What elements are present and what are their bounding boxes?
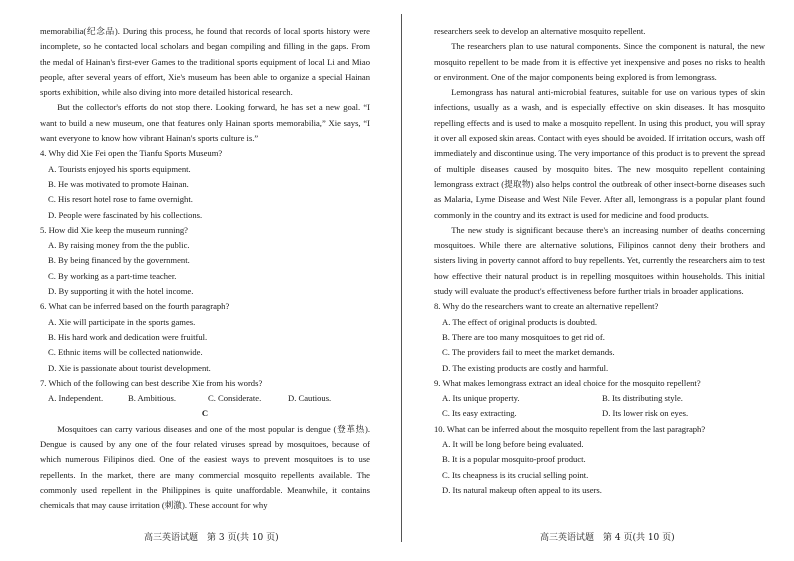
option: B. His hard work and dedication were fruitful. [48, 331, 208, 342]
option: A. The effect of original products is doubted. [442, 316, 598, 327]
option: B. By being financed by the government. [48, 255, 190, 266]
column-divider [401, 14, 402, 542]
option: A. By raising money from the the public. [48, 240, 190, 251]
option: A. It will be long before being evaluated. [442, 439, 584, 450]
question-10: 10. What can be inferred about the mosquito repellent from the last paragraph? [434, 423, 706, 434]
passage-paragraph: memorabilia(纪念品). During this process, he found that records of local sports history were incomplete, so he contacted local scholars and began compiling and filling in the gaps. From the medal of Hainan's first-ever Games to the traditional sports equipment of local Li and Miao people, after several years of effort, Xie's museum has been able to organize a special Hainan sports exhibition, while also diving into more detailed historical research. [40, 26, 370, 98]
option: D. By supporting it with the hotel income. [48, 286, 194, 297]
passage-paragraph: Mosquitoes can carry various diseases and one of the most popular is dengue (登革热). Dengue is caused by any one of the four related viruses spread by mosquitoes, because of which numerous Filipinos died. One of the easiest ways to prevent mosquitoes is to use repellents. In the market, there are many commercial mosquito repellents available. The commonly used repellent in the Philippines is quite unaffordable. Meanwhile, it contains chemicals that may cause irritation (刺激). These account for why [40, 423, 370, 511]
section-heading: C [201, 408, 209, 419]
passage-paragraph: But the collector's efforts do not stop there. Looking forward, he has set a new goal. “I want to build a new museum, one that features only Hainan sports memorabilia,” Xie says, “I want everyone to know how vibrant Hainan's sports culture is.” [40, 102, 370, 144]
option: A. Independent. [48, 393, 104, 404]
page-footer-left: 高三英语试题 第 3 页(共 10 页) [144, 533, 279, 543]
question-4: 4. Why did Xie Fei open the Tianfu Sports Museum? [40, 148, 223, 159]
option: D. The existing products are costly and harmful. [442, 362, 609, 373]
question-9: 9. What makes lemongrass extract an ideal choice for the mosquito repellent? [434, 377, 701, 388]
page-footer-right: 高三英语试题 第 4 页(共 10 页) [540, 533, 675, 543]
option: D. Its natural makeup often appeal to its users. [442, 484, 602, 495]
option: C. Its easy extracting. [442, 408, 517, 419]
option: C. The providers fail to meet the market demands. [442, 347, 615, 358]
right-column [434, 24, 765, 498]
option: C. Ethnic items will be collected nationwide. [48, 347, 203, 358]
option: C. By working as a part-time teacher. [48, 270, 177, 281]
option: A. Its unique property. [442, 393, 520, 404]
question-5: 5. How did Xie keep the museum running? [40, 224, 188, 235]
option: D. Cautious. [288, 393, 332, 404]
option-row [442, 406, 765, 421]
passage-paragraph: The researchers plan to use natural components. Since the component is natural, the new mosquito repellent to be made from it is effective yet inexpensive and poses no risks to health or environment. One of the major components being explored is from lemongrass. [434, 41, 765, 82]
passage-paragraph: Lemongrass has natural anti-microbial features, suitable for use on various types of skin infections, usually as a wash, and is especially effective on skin diseases. It has mosquito repelling effects and is used to make a mosquito repellent. In using this product, you will spray it over all exposed skin areas. Contact with eyes should be avoided. If irritation occurs, wash off immediately and discontinue using. The very importance of this product is to prevent the spread of multiple diseases caused by mosquito bites. The new mosquito repellent containing lemongrass extract (提取物) also helps control the outbreak of other insect-borne diseases such as Malaria, Lyme Disease and West Nile Fever. After all, lemongrass is a popular plant found commonly in the country and its extract is used for medicine and food products. [434, 87, 765, 220]
option: B. He was motivated to promote Hainan. [48, 178, 189, 189]
option: A. Xie will participate in the sports games. [48, 316, 196, 327]
option: A. Tourists enjoyed his sports equipment. [48, 163, 191, 174]
option: C. Considerate. [208, 393, 262, 404]
option: D. People were fascinated by his collections. [48, 209, 203, 220]
question-6: 6. What can be inferred based on the fourth paragraph? [40, 301, 230, 312]
option: C. Its cheapness is its crucial selling point. [442, 469, 589, 480]
option: B. It is a popular mosquito-proof product. [442, 454, 586, 465]
option: B. There are too many mosquitoes to get rid of. [442, 331, 605, 342]
passage-paragraph: researchers seek to develop an alternative mosquito repellent. [434, 26, 646, 36]
option: C. His resort hotel rose to fame overnight. [48, 194, 193, 205]
option: D. Xie is passionate about tourist development. [48, 362, 211, 373]
passage-paragraph: The new study is significant because there's an increasing number of deaths concerning mosquitoes. While there are alternative solutions, Filipinos cannot deny their brothers and sisters living in poverty cannot afford to buy repellents. Yet, currently the researchers aim to test how effective their natural product is in repelling mosquitoes within households. This initial study will evaluate the product's effectiveness before further trials in broader applications. [434, 224, 765, 297]
option: B. Ambitious. [128, 393, 176, 404]
question-7: 7. Which of the following can best describe Xie from his words? [40, 377, 263, 388]
question-8: 8. Why do the researchers want to create an alternative repellent? [434, 301, 659, 312]
option: D. Its lower risk on eyes. [602, 408, 689, 419]
option-row [48, 391, 370, 406]
option-row [442, 391, 765, 406]
option: B. Its distributing style. [602, 393, 683, 404]
left-column [40, 24, 370, 514]
